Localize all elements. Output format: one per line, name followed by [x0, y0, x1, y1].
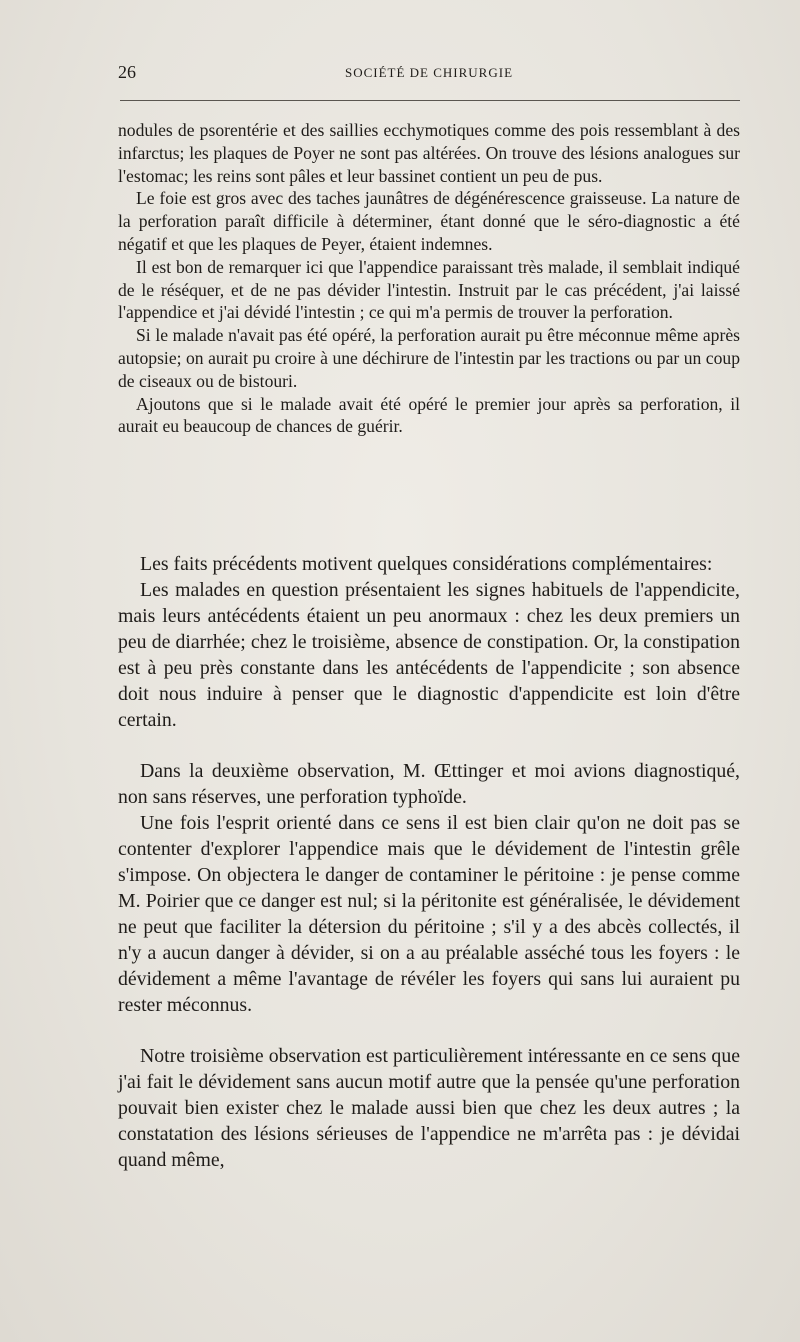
paragraph: Une fois l'esprit orienté dans ce sens il est bien clair qu'on ne doit pas se contenter d'explorer l'appendice mais que le dévidement de l'intestin grêle s'impose. On objectera le danger de contaminer le péritoine : je pense comme M. Poirier que ce danger est nul; si la péritonite est généralisée, le dévidement ne peut que faciliter la détersion du péritoine ; s'il y a des abcès collectés, il n'y a aucun danger à dévider, si on a au préalable asséché tous les foyers : le dévidement a même l'avantage de révéler les foyers qui sans lui auraient pu rester méconnus.: [118, 812, 740, 1016]
header-rule: [120, 100, 740, 101]
paragraph: nodules de psorentérie et des saillies ecchymotiques comme des pois ressemblant à des infarctus; les plaques de Poyer ne sont pas altérées. On trouve des lésions analogues sur l'estomac; les reins sont pâles et leur bassinet contient un peu de pus.: [118, 120, 740, 186]
section-gap: [118, 1018, 740, 1043]
observation-text-small: [118, 119, 740, 438]
paragraph: Les faits précédents motivent quelques considérations complémentaires:: [140, 553, 713, 575]
paragraph: Dans la deuxième observation, M. Œttinger et moi avions diagnostiqué, non sans réserves, une perforation typhoïde.: [118, 760, 740, 808]
considerations-text: [118, 551, 740, 1173]
page-header: [118, 62, 740, 86]
paragraph: Si le malade n'avait pas été opéré, la perforation aurait pu être méconnue même après autopsie; on aurait pu croire à une déchirure de l'intestin par les tractions ou par un coup de ciseaux ou de bistouri.: [118, 325, 740, 391]
paragraph: Les malades en question présentaient les signes habituels de l'appendicite, mais leurs antécédents étaient un peu anormaux : chez les deux premiers un peu de diarrhée; chez le troisième, absence de constipation. Or, la constipation est à peu près constante dans les antécédents de l'appendicite ; son absence doit nous induire à penser que le diagnostic d'appendicite est loin d'être certain.: [118, 579, 740, 731]
paragraph: Notre troisième observation est particulièrement intéressante en ce sens que j'ai fait le dévidement sans aucun motif autre que la pensée qu'une perforation pouvait bien exister chez le malade aussi bien que chez les deux autres ; la constatation des lésions sérieuses de l'appendice ne m'arrêta pas : je dévidai quand même,: [118, 1045, 740, 1171]
section-gap: [118, 733, 740, 758]
paragraph: Le foie est gros avec des taches jaunâtres de dégénérescence graisseuse. La nature de la perforation paraît difficile à déterminer, étant donné que le séro-diagnostic a été négatif et que les plaques de Peyer, étaient indemnes.: [118, 188, 740, 254]
paragraph: Il est bon de remarquer ici que l'appendice paraissant très malade, il semblait indiqué de le réséquer, et de ne pas dévider l'intestin. Instruit par le cas précédent, j'ai laissé l'appendice et j'ai dévidé l'intestin ; ce qui m'a permis de trouver la perforation.: [118, 256, 740, 323]
page-number: 26: [118, 62, 136, 82]
running-title: SOCIÉTÉ DE CHIRURGIE: [344, 65, 514, 80]
paragraph: Ajoutons que si le malade avait été opéré le premier jour après sa perforation, il aurait eu beaucoup de chances de guérir.: [118, 393, 740, 437]
